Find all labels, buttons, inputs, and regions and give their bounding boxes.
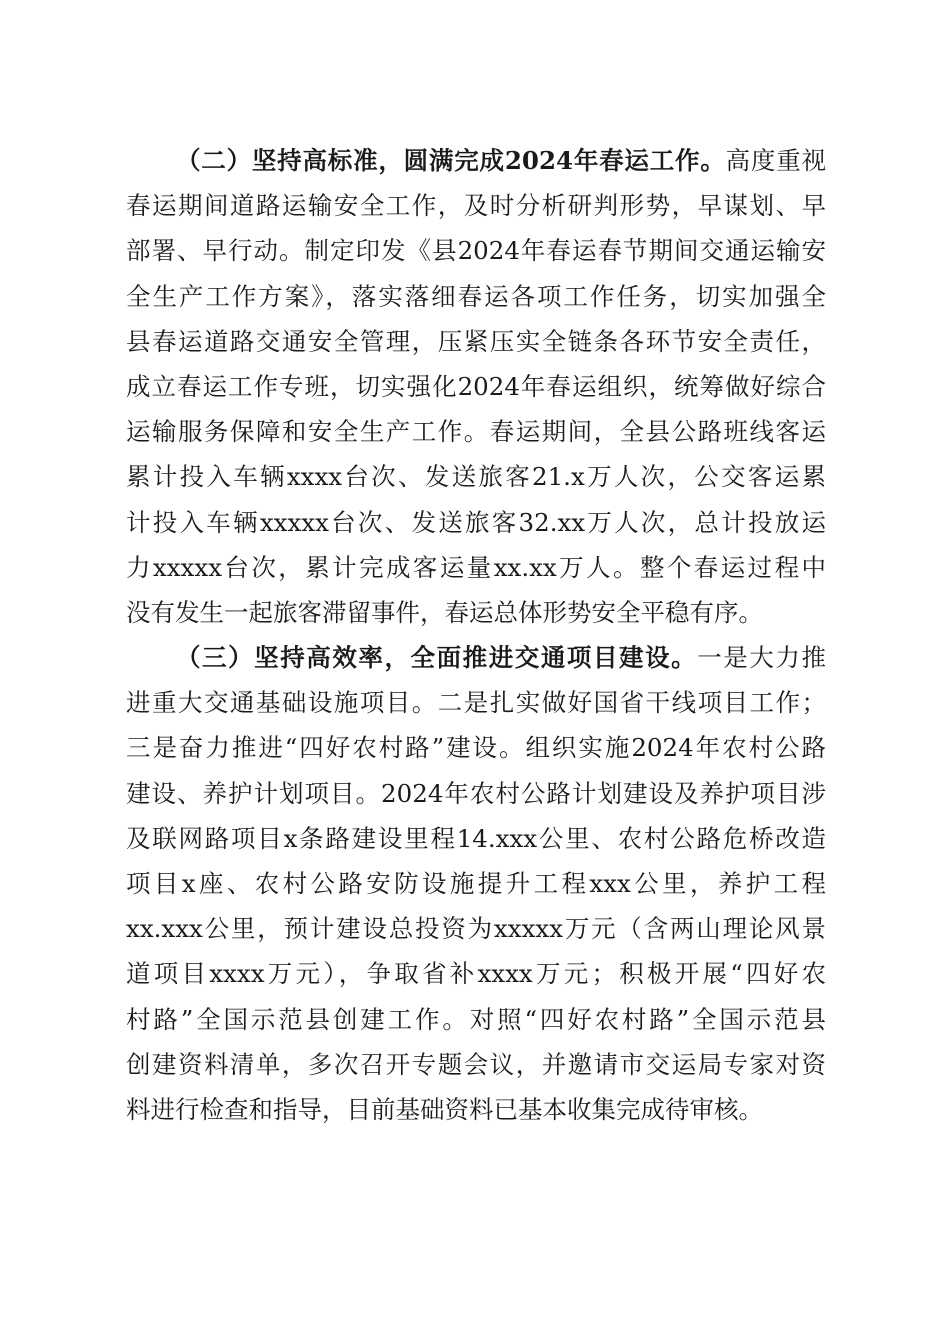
section3-line-9: 村路”全国示范县创建工作。对照“四好农村路”全国示范县 — [126, 1004, 826, 1034]
section2-line-5: 县春运道路交通安全管理，压紧压实全链条各环节安全责任， — [126, 326, 826, 356]
section3-line-6: 项目x座、农村公路安防设施提升工程xxx公里，养护工程 — [126, 869, 826, 898]
section2-line-10: 力xxxxx台次，累计完成客运量xx.xx万人。整个春运过程中 — [126, 552, 826, 582]
section2-line-11: 没有发生一起旅客滞留事件，春运总体形势安全平稳有序。 — [126, 597, 763, 627]
section2-line-1 — [126, 138, 826, 183]
section2-line-8: 累计投入车辆xxxx台次、发送旅客21.x万人次，公交客运累 — [126, 462, 826, 492]
section2-line-6: 成立春运工作专班，切实强化2024年春运组织，统筹做好综合 — [126, 371, 826, 401]
section3-line-3: 三是奋力推进“四好农村路”建设。组织实施2024年农村公路 — [126, 733, 826, 763]
section3-line-1 — [126, 635, 826, 680]
section2-heading: （二）坚持高标准，圆满完成2024年春运工作。 — [176, 146, 726, 175]
section2-line-7: 运输服务保障和安全生产工作。春运期间，全县公路班线客运 — [126, 417, 826, 447]
section3-line-8: 道项目xxxx万元），争取省补xxxx万元；积极开展“四好农 — [126, 959, 826, 989]
section3-text: 一是大力推 — [697, 643, 826, 673]
section2-text: 高度重视 — [725, 146, 827, 175]
section3-line-2: 进重大交通基础设施项目。二是扎实做好国省干线项目工作； — [126, 688, 826, 718]
section3-line-5: 及联网路项目x条路建设里程14.xxx公里、农村公路危桥改造 — [126, 823, 826, 853]
section2-line-9: 计投入车辆xxxxx台次、发送旅客32.xx万人次，总计投放运 — [126, 507, 826, 537]
section3-line-11: 料进行检查和指导，目前基础资料已基本收集完成待审核。 — [126, 1094, 763, 1124]
section2-line-2: 春运期间道路运输安全工作，及时分析研判形势，早谋划、早 — [126, 191, 826, 221]
section3-line-4: 建设、养护计划项目。2024年农村公路计划建设及养护项目涉 — [126, 778, 826, 808]
section3-heading: （三）坚持高效率，全面推进交通项目建设。 — [176, 643, 698, 673]
document-body — [126, 138, 826, 1132]
section2-line-4: 全生产工作方案》，落实落细春运各项工作任务，切实加强全 — [126, 281, 826, 311]
section3-line-10: 创建资料清单，多次召开专题会议，并邀请市交运局专家对资 — [126, 1049, 826, 1079]
section2-line-3: 部署、早行动。制定印发《县2024年春运春节期间交通运输安 — [126, 236, 826, 266]
section3-line-7: xx.xxx公里，预计建设总投资为xxxxx万元（含两山理论风景 — [126, 914, 826, 944]
